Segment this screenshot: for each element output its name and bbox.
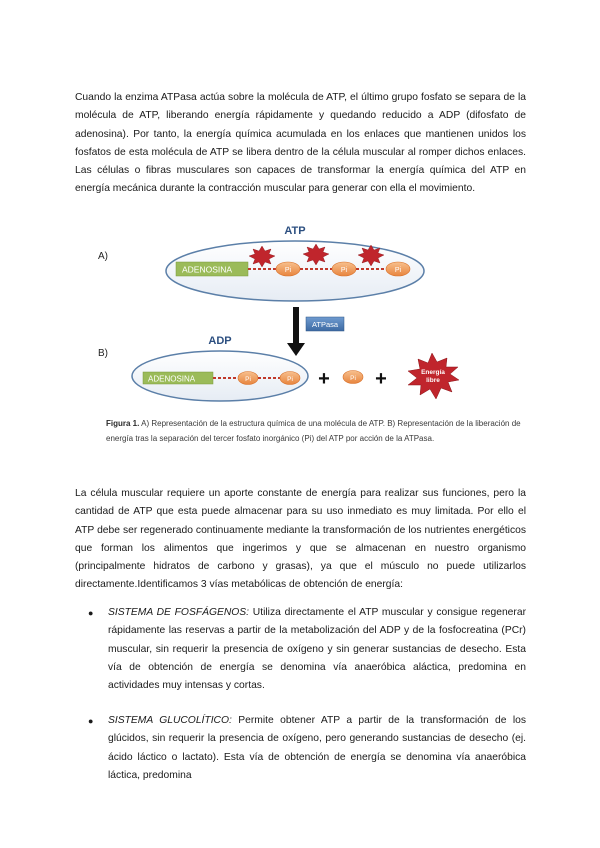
bullet-icon: ●: [88, 716, 94, 726]
energy-burst-icon: [249, 246, 275, 267]
adenosina-label-adp: ADENOSINA: [148, 374, 196, 384]
caption-label: Figura 1.: [106, 419, 140, 428]
bullet-list-1: [88, 604, 526, 695]
bullet-icon: ●: [88, 608, 94, 618]
intro-paragraph: Cuando la enzima ATPasa actúa sobre la molécula de ATP, el último grupo fosfato se separa de la molécula de ATP, liberando energía rápidamente y quedando reducido a ADP (difosfato de adenosina). Por tanto, la energía química acumulada en los enlaces que mantienen unidos los fosfatos de esta molécula de ATP se libera dentro de la célula muscular al romper dichos enlaces. Las células o fibras musculares son capaces de transformar la energía química del ATP en energía mecánica durante la contracción muscular para generar con ella el movimiento.: [75, 92, 526, 195]
bullet-term: SISTEMA DE FOSFÁGENOS:: [108, 607, 250, 618]
energy-label-1: Energía: [421, 369, 445, 376]
energy-label-2: libre: [426, 377, 440, 384]
pi-label-adp-1: Pi: [245, 376, 251, 383]
energy-paragraph: La célula muscular requiere un aporte constante de energía para realizar sus funciones, pero la cantidad de ATP que esta puede almacenar para su uso inmediato es muy limitada. Por ello el ATP debe ser regenerado continuamente mediante la transformación de los nutrientes energéticos que forman los alimentos que ingerimos y que se almacenan en nuestro organismo (principalmente hidratos de carbono y grasas), ya que el músculo no puede utilizarlos directamente.Identificamos 3 vías metabólicas de obtención de energía:: [75, 488, 526, 591]
pi-label-adp-2: Pi: [287, 376, 293, 383]
bullet-list-2: [88, 712, 526, 785]
adenosina-label-atp: ADENOSINA: [182, 264, 233, 275]
caption-text: A) Representación de la estructura química de una molécula de ATP. B) Representación de la liberación de energía tras la separación del tercer fosfato inorgánico (Pi) del ATP por acción de la ATPasa.: [106, 419, 521, 443]
atp-diagram-figure: [90, 213, 510, 405]
adp-title: ADP: [208, 335, 232, 347]
enzyme-label: ATPasa: [311, 320, 339, 329]
atp-title: ATP: [284, 225, 306, 237]
reaction-arrow: [293, 307, 299, 344]
bullet-term: SISTEMA GLUCOLÍTICO:: [108, 715, 232, 726]
pi-label-free: Pi: [350, 375, 356, 382]
label-a: A): [98, 251, 108, 262]
label-b: B): [98, 348, 108, 359]
plus-sign-2: +: [375, 368, 387, 390]
bullet-text: Permite obtener ATP a partir de la transformación de los glúcidos, sin requerir la presencia de oxígeno, pero generando sustancias de desecho (ej. ácido láctico o lactato). Esta vía de obtención de energía se denomina vía anaeróbica láctica, predomina: [108, 715, 527, 781]
bullet-text: Utiliza directamente el ATP muscular y consigue regenerar rápidamente las reservas a partir de la metabolización del ADP y de la fosfocreatina (PCr) muscular, sin requerir la presencia de oxígeno y sin generar sustancias de desecho. Esta vía de obtención de energía se denomina vía anaeróbica aláctica, predomina en actividades muy intensas y cortas.: [108, 607, 526, 692]
pi-label-1: Pi: [284, 267, 292, 274]
plus-sign-1: +: [318, 368, 330, 390]
free-energy-burst-icon: [408, 353, 459, 399]
pi-label-2: Pi: [340, 267, 348, 274]
energy-burst-icon: [303, 244, 329, 265]
atp-diagram: [90, 213, 510, 405]
energy-burst-icon: [358, 245, 384, 266]
figure-caption: [106, 416, 526, 446]
arrow-down-icon: [287, 343, 305, 356]
list-item: [88, 712, 526, 785]
pi-label-3: Pi: [394, 267, 402, 274]
list-item: [88, 604, 526, 695]
